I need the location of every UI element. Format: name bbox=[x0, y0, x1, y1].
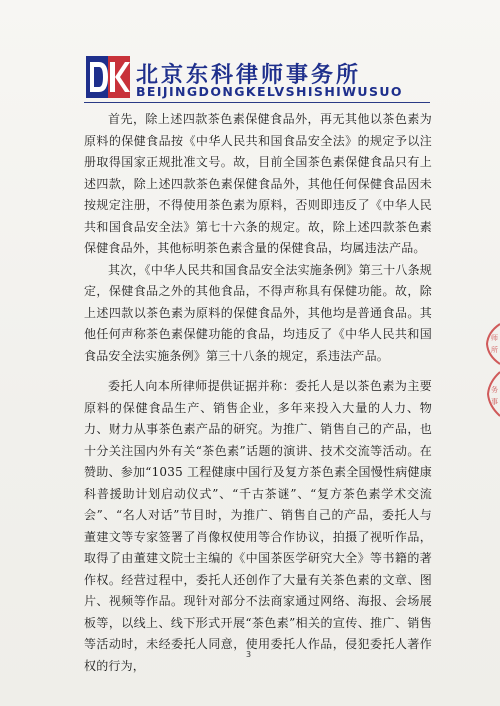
paragraph-client-statement: 委托人向本所律师提供证据并称：委托人是以茶色素为主要原料的保健食品生产、销售企业，多年来投入大量的人力、物力、财力从事茶色素产品的研究。为推广、销售自己的产品，也十分关注国内外有关“茶色素”话题的演讲、技术交流等活动。在赞助、参加“1035 工程健康中国行及复方茶色素全国慢性病健康科普援助计划启动仪式”、“千古茶谜”、“复方茶色素学术交流会”、“名人对话”节目时，为推广、销售自己的产品，委托人与董建文等专家签署了肖像权使用等合作协议，拍摄了视听作品，取得了由董建文院士主编的《中国茶医学研究大全》等书籍的著作权。经营过程中，委托人还创作了大量有关茶色素的文章、图片、视频等作品。现针对部分不法商家通过网络、海报、会场展板等，以线上、线下形式开展“茶色素”相关的宣传、推广、销售等活动时，未经委托人同意，使用委托人作品，侵犯委托人著作权的行为， bbox=[84, 379, 432, 673]
firm-name: 北京东科律师事务所 bbox=[136, 63, 362, 88]
firm-pinyin: BEIJINGDONGKELVSHISHIWUSUO bbox=[136, 84, 403, 99]
svg-text:所: 所 bbox=[491, 346, 498, 354]
paragraph-second: 其次，《中华人民共和国食品安全法实施条例》第三十八条规定，保健食品之外的其他食品，不得声称具有保健功能。故，除上述四款以茶色素为原料的保健食品外，其他均是普通食品。其他任何声称茶色素保健功能的食品，均违反了《中华人民共和国食品安全法实施条例》第三十八条的规定，系违法产品。 bbox=[84, 262, 432, 363]
page-number: 3 bbox=[246, 650, 252, 659]
paragraph-first: 首先，除上述四款茶色素保健食品外，再无其他以茶色素为原料的保健食品按《中华人民共和国食品安全法》的规定予以注册取得国家正规批准文号。故，目前全国茶色素保健食品只有上述四款，除上述四款茶色素保健食品外，其他任何保健食品因未按规定注册，不得使用茶色素为原料，否则即违反了《中华人民共和国食品安全法》第七十六条的规定。故，除上述四款茶色素保健食品外，其他标明茶色素含量的保健食品，均属违法产品。 bbox=[84, 112, 432, 255]
header-divider bbox=[84, 102, 430, 103]
firm-logo bbox=[86, 56, 130, 98]
seal-stamp-fragment bbox=[484, 322, 500, 366]
document-body bbox=[84, 109, 432, 677]
svg-text:师: 师 bbox=[491, 334, 498, 342]
svg-text:事: 事 bbox=[491, 398, 498, 406]
seal-stamp-fragment-lower bbox=[484, 370, 500, 418]
letterhead bbox=[86, 56, 426, 104]
svg-text:务: 务 bbox=[491, 386, 498, 394]
